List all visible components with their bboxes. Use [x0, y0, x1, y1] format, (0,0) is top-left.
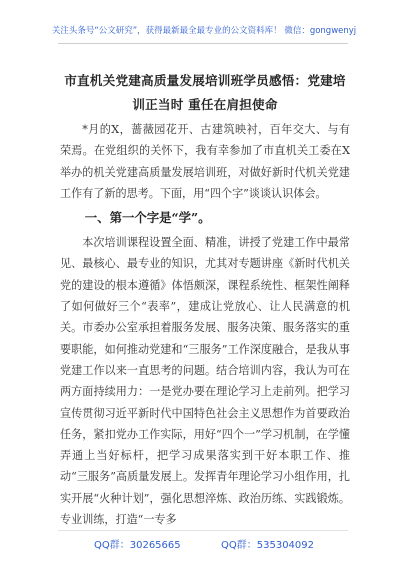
- footer-qq-group-2: QQ群：535304092: [221, 540, 315, 551]
- document-title: 市直机关党建高质量发展培训班学员感悟：党建培训正当时 重任在肩担使命: [64, 73, 346, 112]
- header-divider: [58, 43, 348, 44]
- intro-paragraph: *月的X，蔷薇园花开、古建筑映衬，百年交大、与有荣焉。在党组织的关怀下，我有幸参加了市直机关工委在X举办的机关党建高质量发展培训班，对做好新时代机关党建工作有了新的思考。下面，用“四个字”谈谈认识体会。: [60, 123, 350, 200]
- document-body: [60, 119, 350, 530]
- header-banner: 关注头条号“公文研究”，获得最新最全最专业的公文资料库！ 微信：gongwenyj: [51, 26, 357, 36]
- footer: [0, 536, 408, 551]
- section-paragraph-1: 本次培训课程设置全面、精准，讲授了党建工作中最常见、最核心、最专业的知识，尤其对专题讲座《新时代机关党的建设的根本遵循》体悟颇深，课程系统性、框架性阐释了如何做好三个“表率”，建成让党放心、让人民满意的机关。市委办公室承担着服务发展、服务决策、服务落实的重要职能，如何推动党建和“三服务”工作深度融合，是我从事党建工作以来一直思考的问题。结合培训内容，我认为可在两方面持续用力：一是党办要在理论学习上走前列。把学习宣传贯彻习近平新时代中国特色社会主义思想作为首要政治任务，紧扣党办工作实际，用好“四个一”学习机制，在学懂弄通上当好标杆，把学习成果落实到干好本职工作、推动“三服务”高质量发展上。发挥青年理论学习小组作用，扎实开展“火种计划”，强化思想淬炼、政治历练、实践锻炼。专业训练，打造“一专多: [60, 236, 350, 527]
- footer-qq-group-1: QQ群：30265665: [93, 540, 181, 551]
- footer-divider: [58, 530, 348, 531]
- section-heading-1: 一、第一个字是“学”。: [84, 210, 211, 226]
